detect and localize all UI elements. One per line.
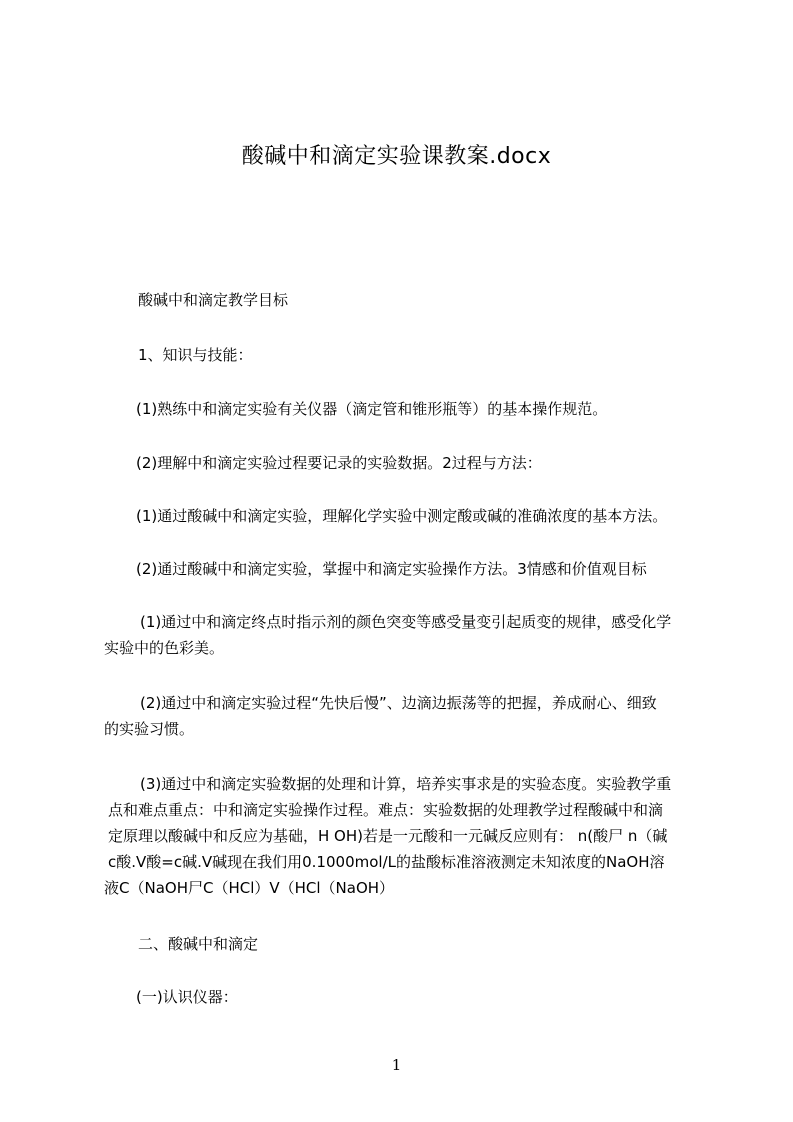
objective-item-2: (2)理解中和滴定实验过程要记录的实验数据。2过程与方法： — [136, 454, 542, 472]
emotion-item-2 — [104, 690, 708, 742]
objective-item-1: (1)熟练中和滴定实验有关仪器（滴定管和锥形瓶等）的基本操作规范。 — [136, 400, 608, 418]
emotion-item-3 — [104, 771, 708, 901]
method-item-2: (2)通过酸碱中和滴定实验，掌握中和滴定实验操作方法。3情感和价值观目标 — [136, 560, 647, 578]
subsection-1-heading: (一)认识仪器： — [136, 988, 238, 1006]
page-number: 1 — [391, 1056, 402, 1074]
emotion-item-1 — [104, 609, 708, 661]
document-title: 酸碱中和滴定实验课教案.docx — [241, 144, 552, 169]
emotion-item-3-line-5: 液C（NaOH尸C（HCl）V（HCl（NaOH） — [104, 879, 395, 897]
emotion-item-3-line-3: 定原理以酸碱中和反应为基础，H OH)若是一元酸和一元碱反应则有： n(酸尸 n（碱 — [108, 827, 668, 845]
emotion-item-2-line-2: 的实验习惯。 — [104, 720, 195, 738]
emotion-item-3-line-1: (3)通过中和滴定实验数据的处理和计算，培养实事求是的实验态度。实验教学重 — [140, 775, 672, 793]
emotion-item-3-line-4: c酸.V酸=c碱.V碱现在我们用0.1000mol/L的盐酸标准溶液测定未知浓度的NaOH溶 — [108, 853, 665, 871]
knowledge-skills-heading: 1、知识与技能： — [138, 346, 253, 364]
emotion-item-2-line-1: (2)通过中和滴定实验过程“先快后慢”、边滴边振荡等的把握，养成耐心、细致 — [140, 694, 657, 712]
emotion-item-1-line-2: 实验中的色彩美。 — [104, 639, 225, 657]
teaching-objectives-heading: 酸碱中和滴定教学目标 — [138, 291, 289, 309]
section-2-heading: 二、酸碱中和滴定 — [138, 935, 259, 953]
method-item-1: (1)通过酸碱中和滴定实验，理解化学实验中测定酸或碱的准确浓度的基本方法。 — [136, 507, 668, 525]
emotion-item-3-line-2: 点和难点重点：中和滴定实验操作过程。难点：实验数据的处理教学过程酸碱中和滴 — [108, 801, 664, 819]
emotion-item-1-line-1: (1)通过中和滴定终点时指示剂的颜色突变等感受量变引起质变的规律，感受化学 — [140, 613, 672, 631]
